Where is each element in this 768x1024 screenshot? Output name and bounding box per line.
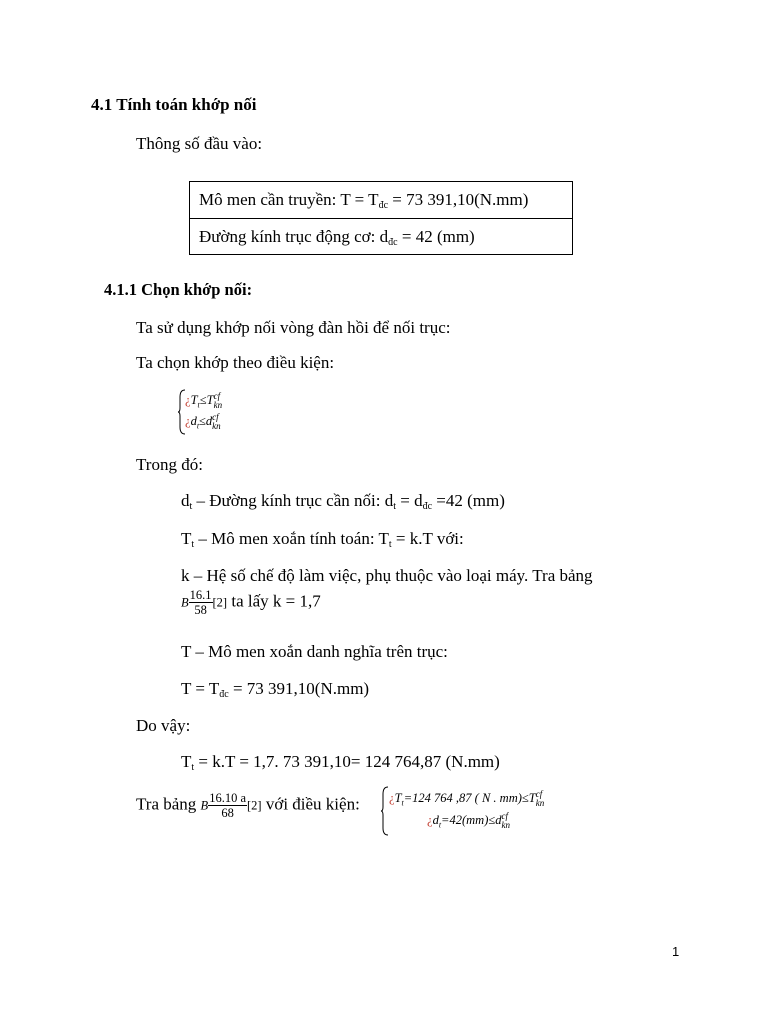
condition-line-1 — [389, 790, 544, 808]
subscript: đc — [378, 200, 389, 211]
k-table-reference — [181, 588, 321, 617]
expression: =124 764 ,87 ( N . mm)≤ — [403, 790, 529, 805]
subscript: t — [196, 421, 200, 431]
text: T — [181, 752, 192, 771]
text: T = T — [181, 679, 220, 698]
cell-text: = 73 391,10(N.mm) — [388, 190, 529, 209]
paragraph: Trong đó: — [136, 455, 203, 474]
marker: ¿ — [185, 392, 191, 407]
condition-line-2 — [185, 413, 221, 431]
subscript: t — [388, 539, 392, 550]
text: với điều kiện: — [261, 794, 360, 814]
var: T — [528, 790, 536, 805]
cell-text: Đường kính trục động cơ: d — [199, 227, 389, 246]
table-letter: B — [181, 595, 189, 610]
intro-text: Thông số đầu vào: — [136, 134, 263, 153]
marker: ¿ — [389, 790, 395, 805]
table-row — [190, 218, 572, 254]
subsection-heading: 4.1.1 Chọn khớp nối: — [104, 280, 253, 299]
superscript: cf — [213, 391, 221, 401]
text: = k.T = 1,7. 73 391,10= 124 764,87 (N.mm) — [194, 752, 500, 771]
tt-definition — [181, 529, 464, 555]
subscript: t — [438, 820, 442, 830]
subscript: đc — [219, 689, 229, 700]
subscript: t — [401, 798, 404, 808]
fraction — [189, 588, 213, 617]
var: d — [205, 413, 213, 428]
subscript: kn — [535, 798, 545, 808]
table-lookup-line — [136, 791, 360, 820]
var: T — [394, 790, 402, 805]
reference: [2] — [212, 595, 228, 610]
T-equation — [181, 679, 369, 705]
subscript: kn — [212, 421, 221, 431]
T-definition: T – Mô men xoắn danh nghĩa trên trục: — [181, 642, 448, 661]
marker: ¿ — [185, 413, 191, 428]
subscript: t — [189, 501, 193, 512]
condition-line-1 — [185, 392, 222, 410]
text: ta lấy k = 1,7 — [227, 591, 321, 611]
section-heading: 4.1 Tính toán khớp nối — [91, 95, 257, 114]
subscript: t — [191, 762, 195, 773]
text: T — [181, 529, 192, 548]
superscript: cf — [501, 811, 508, 821]
subscript: kn — [501, 820, 510, 830]
var: d — [432, 812, 439, 827]
reference: [2] — [247, 798, 262, 813]
numerator: 16.10 a — [209, 791, 246, 805]
page-number: 1 — [672, 944, 680, 959]
condition-system — [178, 389, 248, 435]
text: = d — [395, 491, 423, 510]
subscript: đc — [388, 237, 398, 248]
dt-definition — [181, 491, 505, 517]
subscript: t — [393, 501, 396, 512]
paragraph: Do vậy: — [136, 716, 191, 735]
subscript: t — [191, 539, 195, 550]
numerator: 16.1 — [189, 588, 212, 602]
cell-text: Mô men cần truyền: T = T — [199, 190, 379, 209]
input-parameters-table — [189, 181, 573, 255]
fraction — [208, 791, 247, 820]
var: d — [495, 812, 502, 827]
text: = 73 391,10(N.mm) — [228, 679, 370, 698]
condition-line-2 — [427, 812, 510, 830]
operator: ≤ — [199, 392, 207, 407]
subscript: đc — [422, 501, 433, 512]
denominator: 68 — [221, 806, 234, 820]
Tt-equation — [181, 752, 500, 778]
operator: ≤ — [199, 413, 206, 428]
superscript: cf — [535, 789, 543, 799]
denominator: 58 — [194, 603, 207, 617]
subscript: t — [197, 400, 200, 410]
text: d — [181, 491, 190, 510]
text: Tra bảng — [136, 794, 201, 814]
var: T — [206, 392, 214, 407]
superscript: cf — [212, 412, 219, 422]
text: – Mô men xoắn tính toán: T — [194, 529, 389, 548]
text: – Đường kính trục cần nối: d — [192, 491, 394, 510]
paragraph: Ta chọn khớp theo điều kiện: — [136, 353, 335, 372]
paragraph: Ta sử dụng khớp nối vòng đàn hồi để nối trục: — [136, 318, 451, 337]
cell-text: = 42 (mm) — [397, 227, 475, 246]
subscript: kn — [213, 400, 223, 410]
condition-system-2 — [381, 786, 591, 836]
text: = k.T với: — [391, 529, 464, 548]
expression: =42(mm)≤ — [441, 812, 496, 827]
k-definition: k – Hệ số chế độ làm việc, phụ thuộc vào loại máy. Tra bảng — [181, 566, 593, 585]
table-letter: B — [200, 798, 209, 813]
text: =42 (mm) — [432, 491, 505, 510]
var: d — [190, 413, 197, 428]
brace-icon — [381, 786, 389, 836]
marker: ¿ — [427, 812, 433, 827]
table-row — [190, 182, 572, 218]
var: T — [190, 392, 198, 407]
